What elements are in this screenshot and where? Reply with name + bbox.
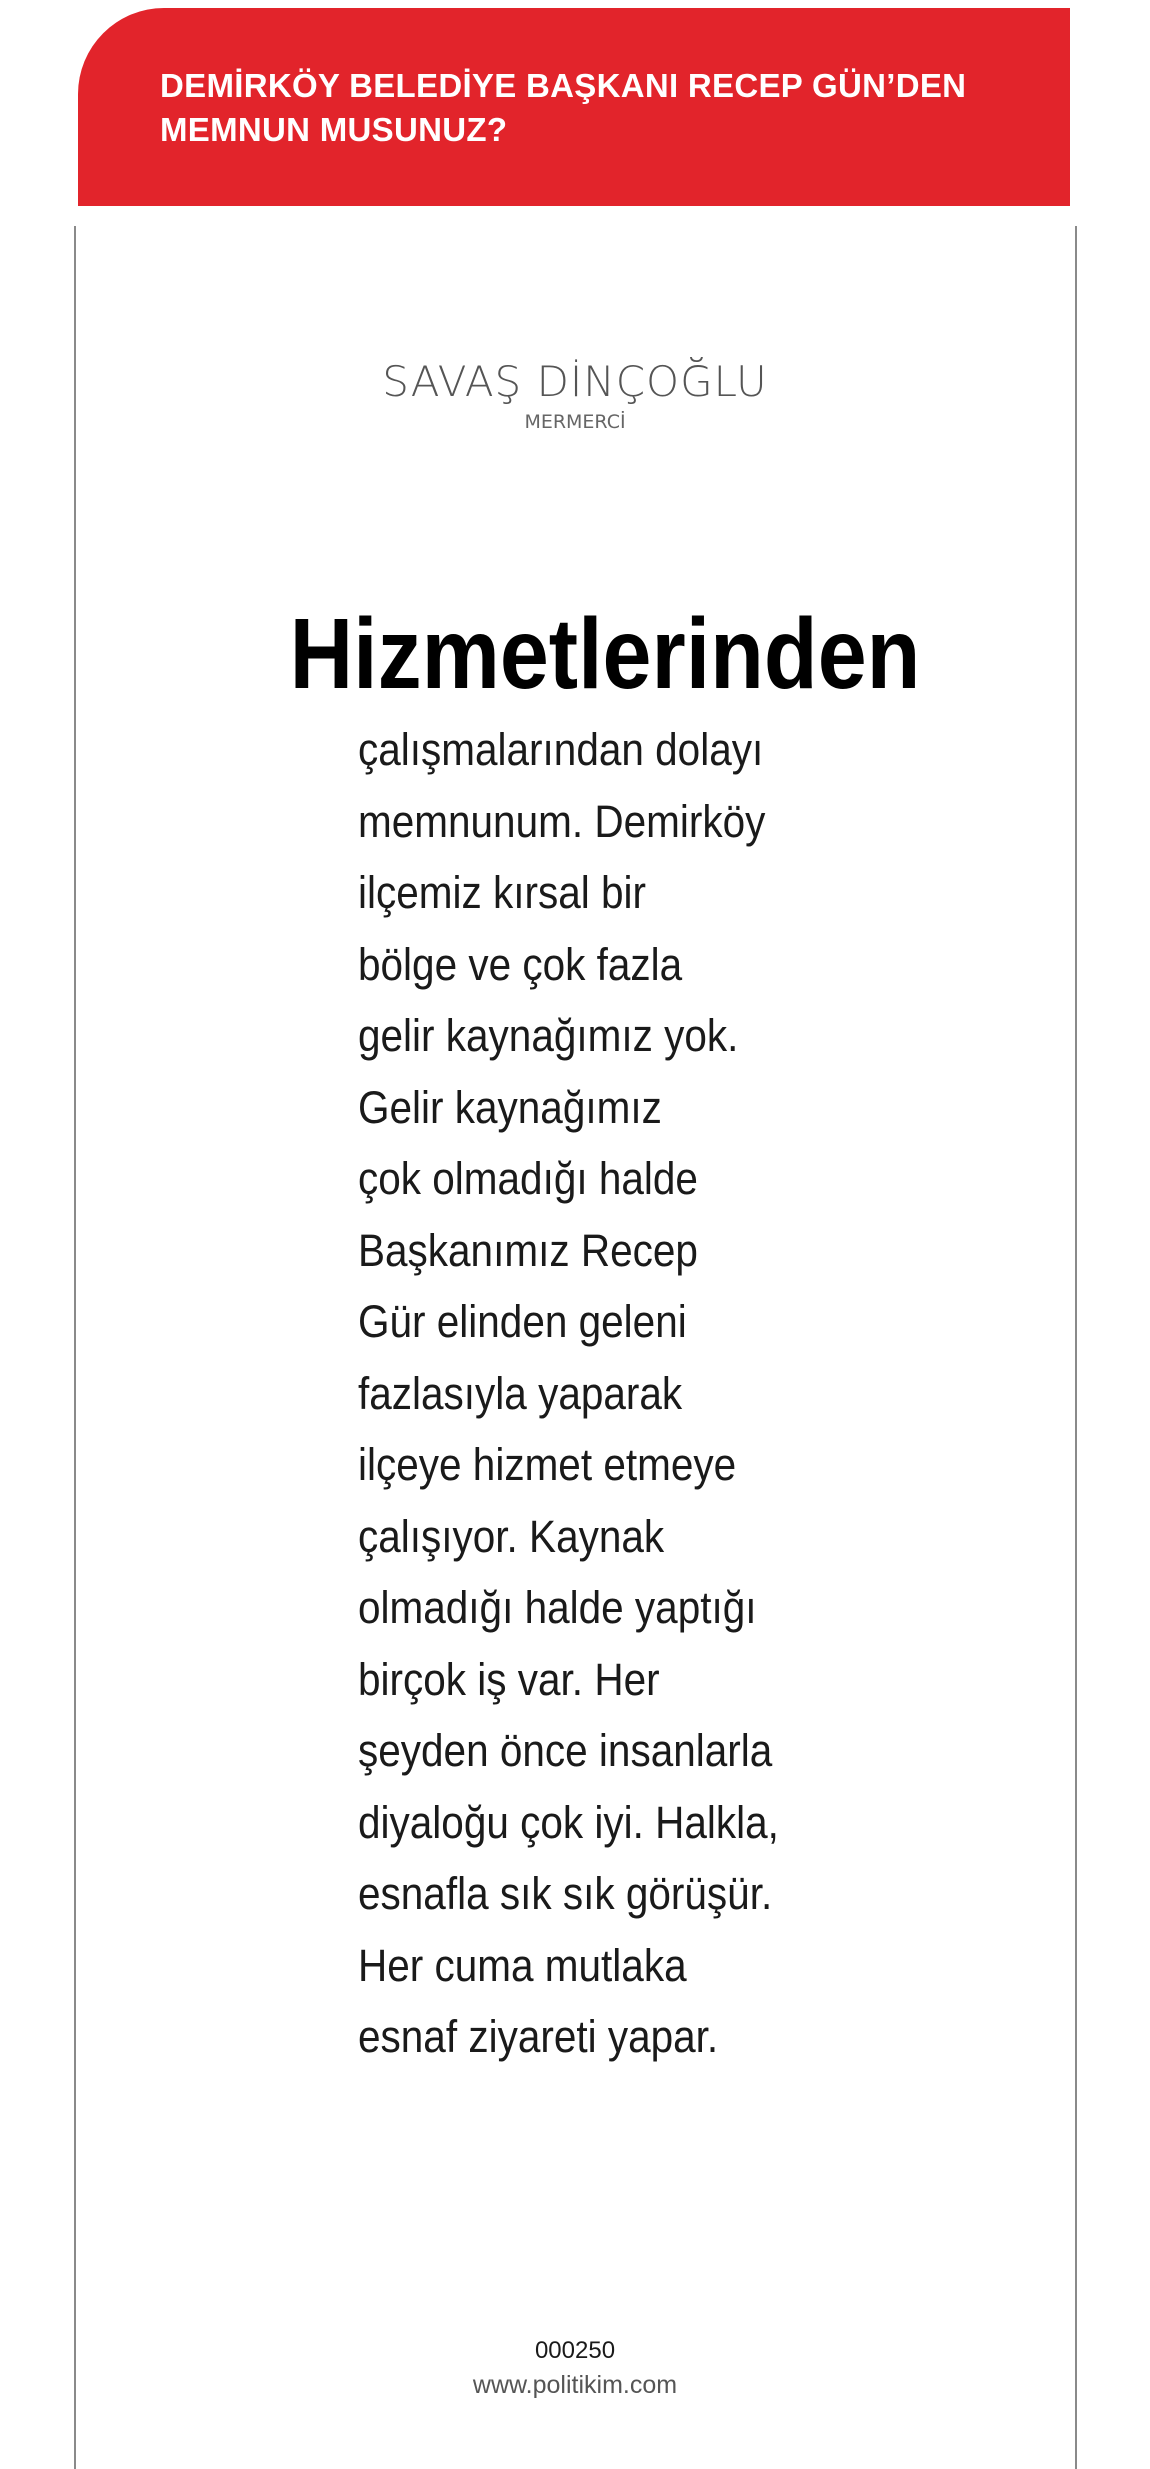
body-line: memnunum. Demirköy [358, 795, 766, 847]
body-line: fazlasıyla yaparak [358, 1367, 683, 1419]
body-line: bölge ve çok fazla [358, 938, 683, 990]
body-line: çalışıyor. Kaynak [358, 1510, 665, 1562]
footer-url-link[interactable]: www.politikim.com [472, 2371, 678, 2399]
body-line: Başkanımız Recep [358, 1224, 698, 1276]
body-line: olmadığı halde yaptığı [358, 1582, 757, 1633]
frame-right-border [1075, 226, 1077, 2469]
frame-left-border [74, 226, 76, 2469]
body-line: çok olmadığı halde [358, 1153, 698, 1204]
body-line: ilçemiz kırsal bir [358, 867, 647, 918]
body-line: diyaloğu çok iyi. Halkla, [358, 1796, 779, 1848]
body-line: gelir kaynağımız yok. [358, 1010, 739, 1061]
body-line: birçok iş var. Her [358, 1653, 660, 1705]
footer-code: 000250 [534, 2337, 616, 2364]
article-headline: Hizmetlerinden [289, 598, 921, 710]
body-line: çalışmalarından dolayı [358, 724, 764, 775]
footer [0, 2334, 1150, 2402]
header-title-line-2: MEMNUN MUSUNUZ? [160, 111, 508, 148]
body-line: Gelir kaynağımız [358, 1081, 662, 1133]
body-line: esnafla sık sık görüşür. [358, 1868, 773, 1919]
author-role: MERMERCİ [524, 411, 626, 433]
body-line: Her cuma mutlaka [358, 1939, 687, 1991]
body-line: esnaf ziyareti yapar. [358, 2011, 719, 2062]
author-block [0, 356, 1150, 434]
header-banner [78, 8, 1070, 206]
body-line: Gür elinden geleni [358, 1296, 687, 1347]
header-title-line-1: DEMİRKÖY BELEDİYE BAŞKANI RECEP GÜN’DEN [160, 67, 967, 104]
author-name: SAVAŞ DİNÇOĞLU [382, 357, 768, 406]
body-line: ilçeye hizmet etmeye [358, 1439, 737, 1490]
body-line: şeyden önce insanlarla [358, 1725, 773, 1776]
article-body [358, 714, 918, 2073]
